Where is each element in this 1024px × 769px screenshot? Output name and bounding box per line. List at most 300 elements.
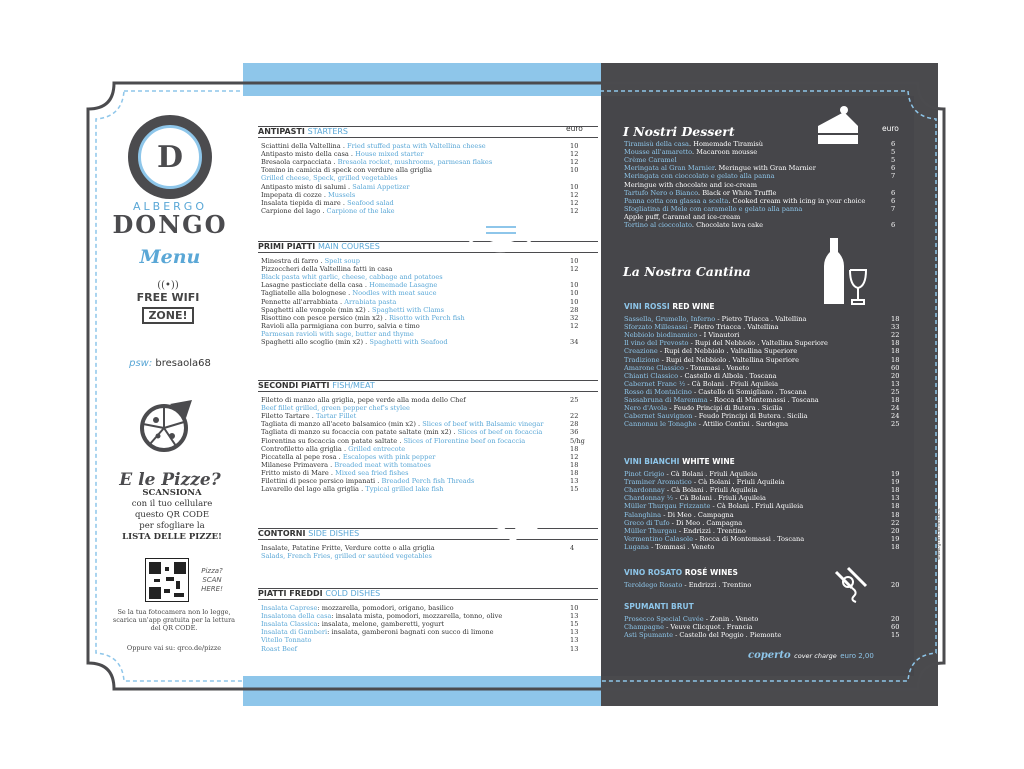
wine-item — [624, 494, 886, 502]
item-name-it: Risottino con pesce persico (min x2) — [261, 313, 383, 322]
item-name-it: Milanese Primavera — [261, 460, 329, 469]
wine-item — [624, 364, 886, 372]
dessert-title: I Nostri Dessert — [623, 124, 735, 139]
wine-name: Rosso di Montalcino — [624, 387, 692, 396]
wine-price: 24 — [891, 404, 900, 413]
wine-producer: - Cà Bolani . Friuli Aquileia — [685, 379, 779, 388]
wifi-icon: ((•)) — [157, 280, 179, 291]
item-name-en: Mixed sea fried fishes — [335, 468, 409, 477]
wine-name: Cannonau le Tonaghe — [624, 420, 697, 429]
wine-item — [624, 631, 886, 639]
menu-item: Tagliata di manzo all'aceto balsamico (min x2) . Slices of beef with Balsamic vinegar — [261, 420, 544, 429]
wine-price: 24 — [891, 412, 900, 421]
wine-price: 25 — [891, 387, 900, 396]
menu-item — [261, 273, 591, 281]
scan-line: con il tuo cellulare — [131, 499, 213, 509]
item-name-en: Fried stuffed pasta with Valtellina cheese — [347, 142, 486, 150]
wine-producer: - Feudo Principi di Butera . Sicilia — [692, 412, 808, 421]
menu-item — [261, 174, 591, 182]
section-title-it: PRIMI PIATTI — [258, 242, 316, 251]
wine-name: Traminer Aromatico — [624, 478, 692, 487]
item-name-it: Filetto Tartare — [261, 412, 310, 421]
wine-price: 22 — [891, 331, 900, 340]
item-name-en: Escalopes with pink pepper — [342, 452, 436, 461]
cover-charge-label: cover charge — [794, 652, 837, 660]
item-price: 4 — [570, 544, 575, 552]
item-name-en: Tartar Fillet — [315, 412, 357, 421]
item-name-it: Pennette all'arrabbiata — [261, 297, 338, 306]
wine-price: 18 — [891, 396, 900, 404]
cantina-title: La Nostra Cantina — [623, 264, 751, 279]
item-name-en: Risotto with Perch fish — [388, 313, 465, 322]
item-price: 15 — [570, 620, 579, 629]
wine-item — [624, 404, 886, 412]
menu-item: Filettini di pesce persico impanati . Breaded Perch fish Threads — [261, 477, 475, 485]
wine-section-bianchi — [624, 457, 735, 466]
item-name-en: Slices of Florentine beef on focaccia — [403, 436, 526, 445]
wine-name: Nero d'Avola — [624, 404, 668, 413]
dessert-item — [624, 189, 886, 197]
wine-item — [624, 412, 886, 420]
dessert-name-it: Tartufo Nero o Bianco — [624, 188, 699, 197]
menu-item — [261, 612, 591, 620]
item-name: Insalata Caprese — [261, 604, 318, 612]
wine-item — [624, 339, 886, 347]
dessert-name-en: . Meringue with Gran Marnier — [714, 164, 816, 173]
item-name: Insalatona della casa — [261, 612, 332, 621]
section-title-en: SIDE DISHES — [308, 529, 360, 538]
scan-line: LISTA DELLE PIZZE! — [122, 532, 222, 542]
item-price: 12 — [570, 206, 579, 215]
wine-item — [624, 543, 886, 551]
menu-item — [261, 265, 591, 273]
wine-price: 20 — [891, 371, 900, 380]
wine-section-en: WHITE WINE — [682, 457, 735, 466]
scan-line: questo QR CODE — [134, 510, 210, 520]
wine-item — [624, 511, 886, 519]
dessert-item — [624, 213, 886, 221]
wine-producer: - Rupi del Nebbiolo . Valtellina Superiore — [657, 347, 798, 356]
menu-item: Impepata di cozze . Mussels — [261, 190, 356, 199]
item-price: 5/hg — [570, 436, 585, 445]
wine-producer: - Cà Bolani . Friuli Aquileia — [664, 486, 758, 495]
dessert-price: 6 — [891, 221, 896, 229]
wine-item — [624, 388, 886, 396]
wine-producer: - Tommasi . Veneto — [683, 363, 750, 372]
item-name-it: Tomino in camicia di speck con verdure alla griglia — [261, 166, 432, 175]
menu-item: Spaghetti allo scoglio (min x2) . Spaghetti with Seafood — [261, 338, 448, 346]
dessert-item — [624, 181, 886, 189]
menu-item: Fritto misto di Mare . Mixed sea fried fishes — [261, 468, 409, 477]
wine-price: 18 — [891, 339, 900, 348]
item-name-it: Impepata di cozze — [261, 190, 322, 199]
wine-producer: - Rocca di Montemassi . Toscana — [707, 396, 819, 404]
wine-name: Pinot Grigio — [624, 470, 665, 478]
wine-price: 18 — [891, 355, 900, 364]
wine-section-en: RED WINE — [672, 302, 715, 311]
dessert-name-it: Meringata al Gran Marnier — [624, 164, 715, 173]
item-name-en: House mixed starter — [355, 150, 424, 159]
dessert-name-en: . Chocolate lava cake — [691, 221, 764, 229]
wine-section-it: VINO ROSATO — [624, 568, 683, 577]
qr-link[interactable]: Oppure vai su: qrco.de/pizze — [126, 644, 222, 652]
item-name: Insalata di Gamberi — [261, 628, 328, 637]
menu-item: Milanese Primavera . Breaded meat with tomatoes — [261, 460, 431, 469]
wine-section-brut — [624, 602, 694, 611]
item-price: 13 — [570, 636, 579, 645]
wine-name: Lugana — [624, 542, 649, 551]
wine-section-rosato — [624, 568, 738, 577]
item-name-en: Slices of beef on focaccia — [457, 428, 543, 437]
menu-item — [261, 620, 591, 628]
section-title-en: FISH/MEAT — [332, 381, 375, 390]
section-header-primi — [258, 241, 598, 253]
dessert-item — [624, 205, 886, 213]
wine-name: Greco di Tufo — [624, 518, 670, 527]
section-header-secondi — [258, 380, 598, 392]
item-name-it: Tagliatelle alla bolognese — [261, 289, 347, 298]
item-name-it: Pizzoccheri della Valtellina fatti in casa — [261, 265, 393, 274]
dessert-name-en: . Macaroon mousse — [692, 148, 758, 157]
dessert-name-it: Tortino al cioccolato — [624, 221, 692, 229]
wine-price: 20 — [891, 615, 900, 623]
wine-producer: - Cà Bolani . Friuli Aquileia — [710, 502, 804, 511]
menu-item: Sciattini della Valtellina . Fried stuffed pasta with Valtellina cheese — [261, 142, 486, 150]
menu-item: Minestra di farro . Spelt soup — [261, 257, 360, 265]
item-name: Insalata Classica — [261, 620, 318, 629]
dessert-price: 7 — [891, 172, 896, 181]
item-desc: : mozzarella, pomodori, origano, basilico — [317, 604, 454, 612]
wine-item — [624, 502, 886, 510]
wine-producer: - Zonin . Veneto — [703, 615, 759, 623]
wine-producer: - Di Meo . Campagna — [661, 510, 734, 519]
wine-name: Falanghina — [624, 510, 662, 519]
wine-name: Amarone Classico — [624, 363, 684, 372]
item-name-en: Carpione of the lake — [326, 206, 395, 215]
dessert-name-it: Sfogliatina di Mele con caramello e gelato alla panna — [624, 204, 803, 213]
menu-item: Spaghetti alle vongole (min x2) . Spaghetti with Clams — [261, 305, 445, 314]
wine-item — [624, 356, 886, 364]
menu-item: Lasagne pasticciate della casa . Homemade Lasagne — [261, 281, 438, 290]
wine-item — [624, 396, 886, 404]
item-price: 12 — [570, 150, 579, 159]
wine-price: 19 — [891, 478, 900, 487]
item-price: 10 — [570, 142, 579, 150]
euro-label: euro — [882, 124, 899, 133]
item-price: 36 — [570, 428, 579, 437]
dessert-name-it: Crème Caramel — [624, 156, 677, 165]
menu-title: Menu — [139, 246, 201, 268]
wine-price: 18 — [891, 542, 900, 551]
wine-producer: - Tommasi . Veneto — [648, 542, 715, 551]
item-name-it: Insalate, Patatine Fritte, Verdure cotte o alla griglia — [261, 544, 435, 552]
item-price: 10 — [570, 297, 579, 306]
menu-item: Carpione del lago . Carpione of the lake — [261, 206, 395, 215]
menu-item: Piccatella al pepe rosa . Escalopes with pink pepper — [261, 452, 436, 461]
dessert-item — [624, 221, 886, 229]
scan-line: SCANSIONA — [142, 488, 202, 498]
dessert-name-it: Mousse all'amaretto — [624, 148, 693, 157]
item-name-it: Sciattini della Valtellina — [261, 142, 341, 150]
item-name-en: Black pasta whit garlic, cheese, cabbage and potatoes — [261, 273, 443, 282]
dessert-name-it: Panna cotta con glassa a scelta — [624, 196, 729, 205]
wine-item — [624, 372, 886, 380]
menu-item: Filetto Tartare . Tartar Fillet — [261, 412, 357, 421]
menu-item — [261, 604, 591, 612]
steak-icon — [462, 205, 542, 255]
wine-price: 20 — [891, 526, 900, 535]
cover-charge — [748, 650, 874, 661]
wine-name: Tradizione — [624, 355, 660, 364]
dessert-name-en: . Black or White Truffle — [698, 188, 777, 197]
item-name: Roast Beef — [261, 644, 298, 653]
item-desc: : insalata, gamberoni bagnati con succo di limone — [327, 628, 494, 637]
item-name-it: Filettini di pesce persico impanati — [261, 477, 376, 485]
item-price: 28 — [570, 305, 579, 314]
item-price: 10 — [570, 257, 579, 265]
item-price: 12 — [570, 265, 579, 274]
item-name-en: Salami Appetizer — [352, 182, 410, 191]
item-price: 34 — [570, 338, 579, 346]
wine-name: Sforzato Millesassi — [624, 323, 688, 332]
wine-producer: - Castello di Somigliano . Toscana — [691, 387, 807, 396]
wine-producer: - Pietro Triacca . Valtellina — [687, 323, 779, 332]
wine-producer: - I Vinautori — [697, 331, 740, 340]
item-price: 10 — [570, 182, 579, 191]
scan-here-label: Pizza? SCAN HERE! — [201, 567, 223, 593]
wifi-password — [118, 358, 222, 369]
item-price: 15 — [570, 485, 579, 494]
item-price: 28 — [570, 420, 579, 429]
wine-producer: - Cà Bolani . Friuli Aquileia — [673, 494, 766, 503]
section-title-en: STARTERS — [307, 127, 349, 136]
item-name-en: Spaghetti with Seafood — [369, 338, 448, 346]
wine-item — [624, 527, 886, 535]
item-name-it: Carpione del lago — [261, 206, 321, 215]
pizze-title: E le Pizze? — [119, 470, 221, 490]
item-price: 10 — [570, 289, 579, 298]
dessert-name-en: . Cooked cream with icing in your choice — [728, 196, 866, 205]
credit-text: www.graficamente.it — [936, 508, 942, 560]
hotel-logo — [128, 115, 212, 199]
wine-producer: - Rupi del Nebbiolo . Valtellina Superiore — [688, 339, 828, 348]
wine-item — [624, 380, 886, 388]
dessert-name-en: Meringue with chocolate and ice-cream — [624, 180, 757, 189]
wine-producer: - Endrizzi . Trentino — [676, 526, 746, 535]
brand-albergo: ALBERGO — [133, 200, 207, 213]
wine-producer: - Rupi del Nebbiolo . Valtellina Superiore — [659, 355, 799, 364]
scan-text — [112, 488, 232, 543]
dessert-item — [624, 156, 886, 164]
section-title-it: PIATTI FREDDI — [258, 589, 323, 598]
item-name-it: Antipasto misto della casa — [261, 150, 349, 159]
item-price: 13 — [570, 477, 579, 485]
menu-item — [261, 628, 591, 636]
item-price: 10 — [570, 281, 579, 290]
section-title-it: SECONDI PIATTI — [258, 381, 330, 390]
section-header-freddi — [258, 588, 598, 600]
menu-item — [261, 645, 591, 653]
item-desc: : insalata, melone, gamberetti, yogurt — [317, 620, 444, 629]
wine-producer: - Castello del Poggio . Piemonte — [672, 631, 782, 640]
wine-item — [624, 486, 886, 494]
wine-item — [624, 623, 886, 631]
item-price: 10 — [570, 604, 579, 612]
item-name-en: Homemade Lasagne — [369, 281, 438, 290]
item-name-it: Fiorentina su focaccia con patate saltate — [261, 436, 398, 445]
euro-label: euro — [566, 124, 583, 133]
item-name-it: Fritto misto di Mare — [261, 468, 329, 477]
item-name-it: Tagliata di manzo all'aceto balsamico (min x2) — [261, 420, 416, 429]
dessert-name-it: Tiramisù della casa — [624, 140, 689, 148]
wine-item — [624, 347, 886, 355]
menu-item: Bresaola carpacciata . Bresaola rocket, mushrooms, parmesan flakes — [261, 158, 493, 167]
wine-item — [624, 331, 886, 339]
wine-item — [624, 470, 886, 478]
wifi-line2: ZONE! — [142, 307, 193, 324]
wine-name: Cabernet Sauvignon — [624, 412, 693, 421]
menu-item — [261, 322, 591, 330]
coperto-label: coperto — [748, 650, 791, 661]
wine-price: 18 — [891, 315, 900, 323]
wifi-badge — [128, 280, 208, 324]
item-name-en: Slices of beef with Balsamic vinegar — [422, 420, 544, 429]
item-price: 13 — [570, 628, 579, 637]
item-price: 10 — [570, 166, 579, 175]
menu-item: Insalata tiepida di mare . Seafood salad — [261, 198, 394, 207]
wine-section-it: SPUMANTI BRUT — [624, 602, 694, 611]
dessert-price: 6 — [891, 140, 896, 148]
dessert-name-it: Meringata con cioccolato e gelato alla panna — [624, 172, 775, 181]
item-name-en: Breaded Perch fish Threads — [381, 477, 475, 485]
item-name-it: Piccatella al pepe rosa — [261, 452, 337, 461]
item-name-it: Ravioli alla parmigiana con burro, salvia e timo — [261, 321, 420, 330]
wine-producer: - Cà Bolani . Friuli Aquileia — [691, 478, 785, 487]
wine-price: 19 — [891, 534, 900, 543]
item-price: 12 — [570, 190, 579, 199]
item-name-it: Lasagne pasticciate della casa — [261, 281, 363, 290]
menu-item — [261, 396, 591, 404]
wine-producer: - Cà Bolani . Friuli Aquileia — [664, 470, 758, 478]
menu-item: Fiorentina su focaccia con patate saltate . Slices of Florentine beef on focaccia — [261, 436, 526, 445]
item-name-it: Controfiletto alla griglia — [261, 444, 342, 453]
wine-name: Asti Spumante — [624, 631, 673, 640]
item-price: 13 — [570, 612, 579, 621]
wine-price: 20 — [891, 581, 900, 589]
bbq-tools-icon — [478, 516, 548, 576]
dessert-item — [624, 140, 886, 148]
section-title-it: CONTORNI — [258, 529, 306, 538]
menu-item: Tagliatelle alla bolognese . Noodles with meat sauce — [261, 289, 437, 298]
item-name-it: Tagliata di manzo su focaccia con patate saltate (min x2) — [261, 428, 452, 437]
wine-item — [624, 420, 886, 428]
wine-name: Chianti Classico — [624, 371, 679, 380]
wine-name: Müller Thurgau — [624, 526, 677, 535]
dessert-name-en: Apple puff, Caramel and ice-cream — [624, 212, 741, 221]
wine-producer: - Feudo Principi di Butera . Sicilia — [667, 404, 783, 413]
section-header-antipasti — [258, 126, 598, 138]
wine-price: 15 — [891, 631, 900, 640]
wine-price: 25 — [891, 420, 900, 429]
wine-name: Sassabruna di Maremma — [624, 396, 708, 404]
menu-item: Tagliata di manzo su focaccia con patate saltate (min x2) . Slices of beef on focaccia — [261, 428, 543, 437]
wine-name: Prosecco Special Cuvée — [624, 615, 704, 623]
menu-item: Controfiletto alla griglia . Grilled entrecote — [261, 444, 406, 453]
wine-producer: - Veuve Clicquot . Francia — [664, 623, 753, 632]
dessert-price: 6 — [891, 196, 896, 205]
wine-price: 22 — [891, 518, 900, 527]
item-name-it: Spaghetti alle vongole (min x2) — [261, 305, 366, 314]
wine-producer: - Rocca di Montemassi . Toscana — [693, 534, 805, 543]
item-name-en: Seafood salad — [347, 198, 394, 207]
wine-price: 18 — [891, 486, 900, 495]
wine-name: Creazione — [624, 347, 658, 356]
logo-letter: D — [138, 125, 202, 189]
item-name-it: Minestra di farro — [261, 257, 319, 265]
item-name-en: Beef fillet grilled, green pepper chef's stylee — [261, 404, 410, 413]
item-price: 18 — [570, 444, 579, 453]
item-desc: : insalata mista, pomodori, mozzarella, tonno, olive — [331, 612, 503, 621]
pizza-icon — [138, 398, 194, 454]
wine-name: Cabernet Franc ½ — [624, 379, 686, 388]
item-name-it: Bresaola carpacciata — [261, 158, 332, 167]
dessert-name-en: . Homemade Tiramisù — [689, 140, 764, 148]
wine-item — [624, 323, 886, 331]
dessert-price: 6 — [891, 164, 896, 173]
item-price: 18 — [570, 460, 579, 469]
section-title-it: ANTIPASTI — [258, 127, 305, 136]
item-price: 13 — [570, 644, 579, 653]
wine-name: Chardonnay ½ — [624, 494, 674, 503]
item-price: 12 — [570, 198, 579, 207]
item-name: Vitello Tonnato — [261, 636, 312, 645]
dessert-item — [624, 172, 886, 180]
item-name-en: Grilled cheese, Speck, grilled vegetables — [261, 174, 398, 183]
qr-code[interactable] — [145, 558, 189, 602]
wine-producer: - Pietro Triacca . Valtellina — [715, 315, 807, 323]
wine-item — [624, 535, 886, 543]
item-name-en: Salads, French Fries, grilled or sautéed vegetables — [261, 552, 432, 561]
wine-item — [624, 581, 886, 589]
item-name-en: Parmesan ravioli with sage, butter and thyme — [261, 329, 414, 338]
menu-item: Antipasto misto della casa . House mixed starter — [261, 150, 424, 159]
dessert-price: 5 — [891, 156, 896, 165]
wine-section-it: VINI BIANCHI — [624, 457, 680, 466]
dessert-price: 7 — [891, 204, 896, 213]
item-name-en: Noodles with meat sauce — [352, 289, 437, 298]
wine-producer: - Endrizzi . Trentino — [682, 581, 752, 589]
menu-item: Lavarello del lago alla griglia . Typical grilled lake fish — [261, 485, 444, 494]
menu-item: Antipasto misto di salumi . Salami Appetizer — [261, 182, 410, 191]
cover-charge-price: euro 2,00 — [840, 652, 874, 660]
wine-section-en: ROSÉ WINES — [684, 568, 738, 577]
wine-price: 60 — [891, 363, 900, 372]
wine-name: Sassella, Grumello, Inferno — [624, 315, 716, 323]
item-name-it: Antipasto misto di salumi — [261, 182, 346, 191]
wine-price: 13 — [891, 379, 900, 388]
wine-price: 18 — [891, 510, 900, 519]
qr-note: Se la tua fotocamera non lo legge, scarica un'app gratuita per la lettura del QR CODE. — [112, 608, 236, 632]
item-price: 12 — [570, 321, 579, 330]
wine-name: Müller Thurgau Frizzante — [624, 502, 711, 511]
item-name-it: Spaghetti allo scoglio (min x2) — [261, 338, 364, 346]
wine-price: 33 — [891, 323, 900, 332]
item-name-en: Grilled entrecote — [348, 444, 406, 453]
item-name-en: Spaghetti with Clams — [372, 305, 445, 314]
item-price: 12 — [570, 158, 579, 167]
dessert-price: 5 — [891, 148, 896, 157]
scan-line: per sfogliare la — [139, 521, 205, 531]
